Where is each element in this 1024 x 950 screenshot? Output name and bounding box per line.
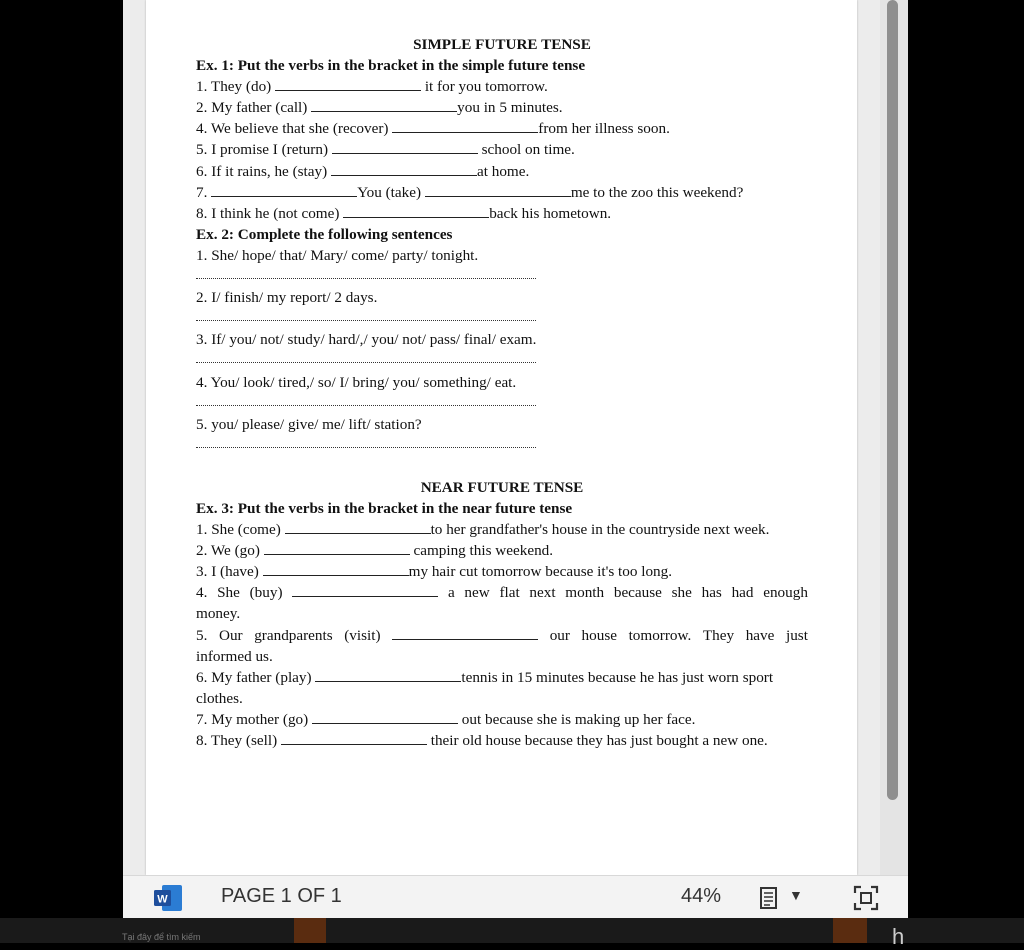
answer-blank (392, 118, 538, 133)
taskbar-search-text[interactable]: Tại đây để tìm kiếm (122, 932, 201, 942)
answer-blank (275, 76, 421, 91)
chevron-down-icon[interactable]: ▼ (789, 887, 803, 903)
ex3-item: 2. We (go) camping this weekend. (196, 542, 554, 560)
answer-blank (425, 182, 571, 197)
dotted-answer-line (196, 435, 536, 448)
taskbar (0, 918, 1024, 949)
exercise-1-heading: Ex. 1: Put the verbs in the bracket in the simple future tense (196, 57, 586, 75)
answer-blank (331, 161, 477, 176)
answer-blank (343, 203, 489, 218)
answer-blank (332, 139, 478, 154)
ex3-item-4-cont: money. (196, 605, 241, 623)
ex1-item: 8. I think he (not come) back his hometown. (196, 204, 612, 222)
answer-blank (392, 625, 538, 640)
ex3-item-6: 6. My father (play) tennis in 15 minutes because he has just worn sport (196, 668, 774, 686)
answer-blank (292, 582, 438, 597)
ex1-item: 2. My father (call) you in 5 minutes. (196, 99, 563, 117)
page-indicator[interactable]: PAGE 1 OF 1 (221, 885, 342, 907)
taskbar-glyph: h (892, 924, 905, 949)
answer-blank (263, 561, 409, 576)
ex2-item: 5. you/ please/ give/ me/ lift/ station? (196, 415, 422, 433)
svg-text:W: W (157, 893, 168, 906)
ex1-item: 6. If it rains, he (stay) at home. (196, 162, 530, 180)
dotted-answer-line (196, 266, 536, 279)
answer-blank (285, 519, 431, 534)
ex1-item: 7. You (take) me to the zoo this weekend? (196, 183, 744, 201)
ex3-item-7: 7. My mother (go) out because she is making up her face. (196, 710, 696, 728)
ex3-item-5-cont: informed us. (196, 647, 273, 665)
answer-blank (211, 182, 357, 197)
exercise-3-heading: Ex. 3: Put the verbs in the bracket in the near future tense (196, 499, 573, 517)
answer-blank (311, 97, 457, 112)
answer-blank (281, 730, 427, 745)
ex1-item: 1. They (do) it for you tomorrow. (196, 78, 548, 96)
status-bar (123, 875, 908, 919)
taskbar-app-tile[interactable] (294, 918, 326, 943)
dotted-answer-line (196, 350, 536, 363)
ex1-item: 5. I promise I (return) school on time. (196, 141, 575, 159)
zoom-level[interactable]: 44% (681, 885, 722, 907)
dotted-answer-line (196, 308, 536, 321)
ex3-item-4: 4. She (buy) a new flat next month because she has had enough (196, 584, 808, 602)
ex2-item: 4. You/ look/ tired,/ so/ I/ bring/ you/ something/ eat. (196, 373, 517, 391)
reading-view-icon[interactable] (759, 886, 779, 910)
section-title-near-future: NEAR FUTURE TENSE (420, 478, 584, 496)
ex3-item-5: 5. Our grandparents (visit) our house tomorrow. They have just (196, 626, 808, 644)
ex3-item: 1. She (come) to her grandfather's house in the countryside next week. (196, 521, 770, 539)
answer-blank (264, 540, 410, 555)
answer-blank (315, 667, 461, 682)
section-title-simple-future: SIMPLE FUTURE TENSE (413, 36, 591, 53)
ex3-item-8: 8. They (sell) their old house because they has just bought a new one. (196, 732, 768, 749)
taskbar-app-tile[interactable] (833, 918, 867, 943)
ex1-item: 4. We believe that she (recover) from her illness soon. (196, 120, 670, 138)
ex3-item-6-cont: clothes. (196, 689, 243, 707)
document-content (196, 34, 808, 751)
ex3-item: 3. I (have) my hair cut tomorrow because it's too long. (196, 563, 673, 581)
fit-to-screen-icon[interactable] (853, 885, 879, 911)
word-app-icon[interactable] (153, 884, 183, 912)
dotted-answer-line (196, 393, 536, 406)
ex2-item: 1. She/ hope/ that/ Mary/ come/ party/ tonight. (196, 246, 479, 264)
ex2-item: 3. If/ you/ not/ study/ hard/,/ you/ not/ pass/ final/ exam. (196, 331, 537, 349)
scrollbar-thumb[interactable] (887, 0, 898, 800)
answer-blank (312, 709, 458, 724)
ex2-item: 2. I/ finish/ my report/ 2 days. (196, 289, 378, 307)
exercise-2-heading: Ex. 2: Complete the following sentences (196, 225, 453, 243)
